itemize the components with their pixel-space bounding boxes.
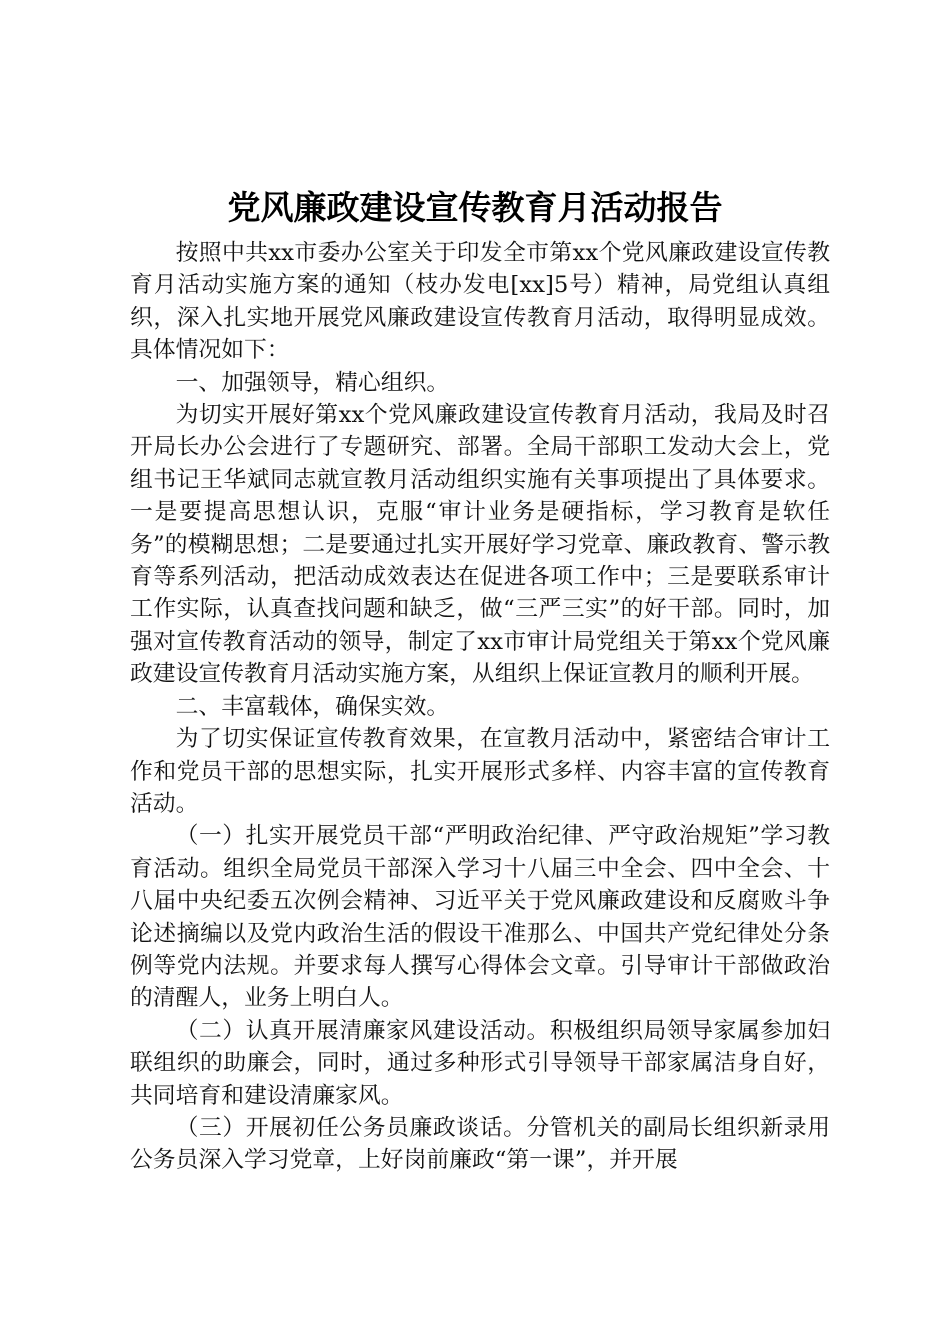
- document-body: [130, 237, 830, 1177]
- subsection-1: （一）扎实开展党员干部“严明政治纪律、严守政治规矩”学习教育活动。组织全局党员干部深入学习十八届三中全会、四中全会、十八届中央纪委五次例会精神、习近平关于党风廉政建设和反腐败斗争论述摘编以及党内政治生活的假设干准那么、中国共产党纪律处分条例等党内法规。并要求每人撰写心得体会文章。引导审计干部做政治的清醒人，业务上明白人。: [130, 823, 830, 1012]
- paragraph-1: 为切实开展好第xx个党风廉政建设宣传教育月活动，我局及时召开局长办公会进行了专题研究、部署。全局干部职工发动大会上，党组书记王华斌同志就宣教月活动组织实施有关事项提出了具体要求。一是要提高思想认识，克服“审计业务是硬指标，学习教育是软任务”的模糊思想；二是要通过扎实开展好学习党章、廉政教育、警示教育等系列活动，把活动成效表达在促进各项工作中；三是要联系审计工作实际，认真查找问题和缺乏，做“三严三实”的好干部。同时，加强对宣传教育活动的领导，制定了xx市审计局党组关于第xx个党风廉政建设宣传教育月活动实施方案，从组织上保证宣教月的顺利开展。: [130, 402, 830, 688]
- section-heading-2: 二、丰富载体，确保实效。: [175, 693, 450, 720]
- subsection-2: （二）认真开展清廉家风建设活动。积极组织局领导家属参加妇联组织的助廉会，同时，通过多种形式引导领导干部家属洁身自好，共同培育和建设清廉家风。: [130, 1017, 830, 1109]
- paragraph-2: 为了切实保证宣传教育效果，在宣教月活动中，紧密结合审计工作和党员干部的思想实际，扎实开展形式多样、内容丰富的宣传教育活动。: [130, 726, 830, 817]
- paragraph-intro: 按照中共xx市委办公室关于印发全市第xx个党风廉政建设宣传教育月活动实施方案的通知（枝办发电[xx]5号）精神，局党组认真组织，深入扎实地开展党风廉政建设宣传教育月活动，取得明显成效。具体情况如下：: [130, 240, 830, 364]
- section-heading-1: 一、加强领导，精心组织。: [175, 369, 450, 396]
- subsection-3: （三）开展初任公务员廉政谈话。分管机关的副局长组织新录用公务员深入学习党章，上好岗前廉政“第一课”，并开展: [130, 1114, 830, 1174]
- document-title: 党风廉政建设宣传教育月活动报告: [227, 188, 723, 227]
